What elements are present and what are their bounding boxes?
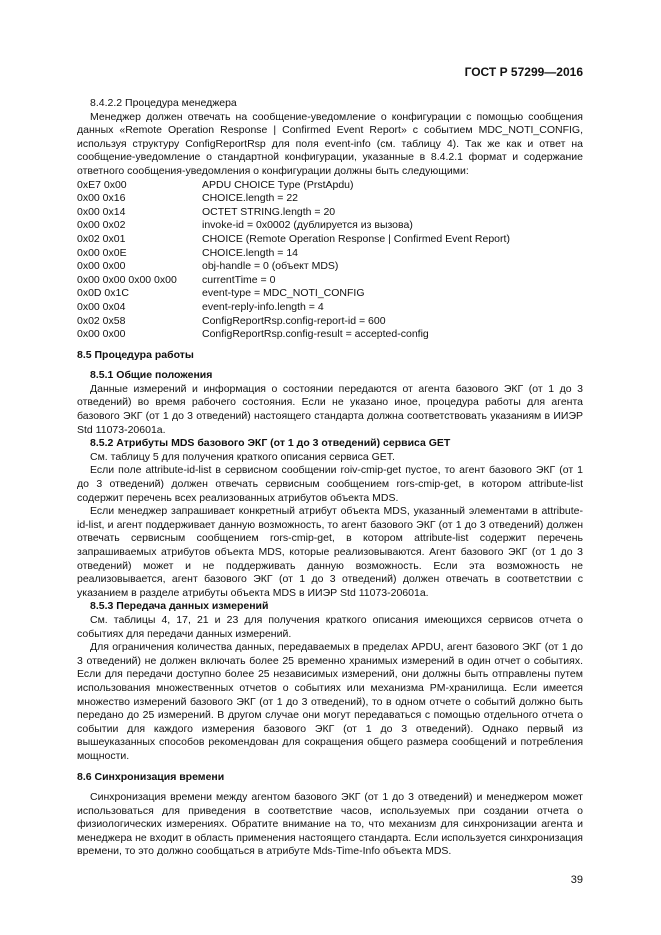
code-row xyxy=(77,315,583,329)
code-row xyxy=(77,179,583,193)
section-8-5-3-p1: См. таблицы 4, 17, 21 и 23 для получения краткого описания имеющихся сервисов отчета о событиях для передачи данных измерений. xyxy=(77,613,583,640)
code-row xyxy=(77,260,583,274)
section-8-5-2-p3: Если менеджер запрашивает конкретный атрибут объекта MDS, указанный элементами в attribute-id-list, и агент поддерживает данную возможность, то агент базового ЭКГ (от 1 до 3 отведений) должен отвечать сервисным сообщением rors-cmip-get, в котором attribute-list содержит перечень запрашиваемых атрибутов объекта MDS, которые реализовываются. Агент базового ЭКГ (от 1 до 3 отведений) может и не поддерживать данную возможность. Если эта возможность не реализовывается, агент базового ЭКГ (от 1 до 3 отведений) должен отвечать в соответствии с указанием в разделе атрибуты объекта MDS в ИИЭР Std 11073-20601а. xyxy=(77,505,583,599)
code-hex: 0x00 0x02 xyxy=(77,219,126,232)
section-8-4-2-2-title: 8.4.2.2 Процедура менеджера xyxy=(90,97,237,109)
code-description: obj-handle = 0 (объект MDS) xyxy=(202,260,339,273)
section-8-5-3-p2: Для ограничения количества данных, передаваемых в пределах APDU, агент базового ЭКГ (от 1 до 3 отведений) не должен включать более 25 временно хранимых измерений в один отчет о событиях. Если для передачи доступно более 25 независимых измерений, они должны быть отправлены путем использования множественных отчетов о событиях или механизма PM-хранилища. Если имеется множество измерений базового ЭКГ (от 1 до 3 отведений), то в одном отчете о событий должно быть передано до 25 измерений. В другом случае они могут передаваться с помощью отдельного отчета о событии для каждого измерения базового ЭКГ (от 1 до 3 отведений). Однако первый из вышеуказанных способов рекомендован для сокращения общего размера сообщений и потребления мощности. xyxy=(77,641,583,762)
code-hex: 0x02 0x58 xyxy=(77,314,126,327)
page-number: 39 xyxy=(570,874,583,886)
code-row xyxy=(77,287,583,301)
code-description: ConfigReportRsp.config-report-id = 600 xyxy=(202,314,386,327)
section-8-5-1-text: Данные измерений и информация о состоянии передаются от агента базового ЭКГ (от 1 до 3 отведений) во время рабочего состояния. Если не указано иное, процедура работы для агента базового ЭКГ (от 1 до 3 отведений) настоящего стандарта должна соответствовать указаниям в ИИЭР Std 11073-20601а. xyxy=(77,382,583,436)
code-description: event-reply-info.length = 4 xyxy=(202,300,324,313)
code-hex: 0x00 0x00 0x00 0x00 xyxy=(77,273,177,286)
section-8-6-text: Синхронизация времени между агентом базового ЭКГ (от 1 до 3 отведений) и менеджером может использоваться для приведения в соответствие часов, используемых при создании отчета о физиологических измерениях. Обратите внимание на то, что механизм для синхронизации агента и менеджера не входит в область применения настоящего стандарта. Если используется синхронизация времени, то это должно сообщаться в атрибуте Mds-Time-Info объекта MDS. xyxy=(77,791,583,858)
code-hex: 0x00 0x16 xyxy=(77,192,126,205)
code-row xyxy=(77,233,583,247)
section-8-6-title: 8.6 Синхронизация времени xyxy=(77,770,225,783)
code-description: CHOICE.length = 14 xyxy=(202,246,299,259)
section-8-5-title: 8.5 Процедура работы xyxy=(77,348,194,361)
section-8-5-2-title: 8.5.2 Атрибуты MDS базового ЭКГ (от 1 до 3 отведений) сервиса GET xyxy=(90,437,451,450)
code-row xyxy=(77,247,583,261)
code-description: APDU CHOICE Type (PrstApdu) xyxy=(202,178,354,191)
document-header: ГОСТ Р 57299—2016 xyxy=(464,65,583,79)
code-hex: 0x02 0x01 xyxy=(77,232,126,245)
section-8-5-2-p1: См. таблицу 5 для получения краткого описания сервиса GET. xyxy=(90,450,395,463)
code-description: CHOICE.length = 22 xyxy=(202,192,299,205)
code-hex: 0x00 0x14 xyxy=(77,205,126,218)
code-hex: 0x00 0x00 xyxy=(77,260,126,273)
code-hex: 0x00 0x0E xyxy=(77,246,127,259)
apdu-code-block xyxy=(77,179,583,342)
code-row xyxy=(77,328,583,342)
code-description: ConfigReportRsp.config-result = accepted-config xyxy=(202,328,429,341)
code-description: CHOICE (Remote Operation Response | Confirmed Event Report) xyxy=(202,232,510,245)
code-description: invoke-id = 0x0002 (дублируется из вызова) xyxy=(202,219,413,232)
code-hex: 0xE7 0x00 xyxy=(77,178,127,191)
code-hex: 0x00 0x00 xyxy=(77,328,126,341)
section-8-5-3-title: 8.5.3 Передача данных измерений xyxy=(90,600,269,613)
code-description: currentTime = 0 xyxy=(202,273,276,286)
code-hex: 0x00 0x04 xyxy=(77,300,126,313)
code-row xyxy=(77,206,583,220)
code-description: OCTET STRING.length = 20 xyxy=(202,205,336,218)
code-description: event-type = MDC_NOTI_CONFIG xyxy=(202,287,365,300)
code-row xyxy=(77,192,583,206)
page-content xyxy=(77,97,583,859)
section-8-5-1-title: 8.5.1 Общие положения xyxy=(90,369,213,382)
code-row xyxy=(77,274,583,288)
section-8-5-2-p2: Если поле attribute-id-list в сервисном сообщении roiv-cmip-get пустое, то агент базового ЭКГ (от 1 до 3 отведений) должен отвечать сервисным сообщением rors-cmip-get, в котором attribute-list содержит перечень всех реализованных атрибутов объекта MDS. xyxy=(77,464,583,504)
section-8-4-2-2-text: Менеджер должен отвечать на сообщение-уведомление о конфигурации с помощью сообщения данных «Remote Operation Response | Confirmed Event Report» с событием MDC_NOTI_CONFIG, используя структуру ConfigReportRsp для поля event-info (см. таблицу 4). Так же как и ответ на сообщение-уведомление о стандартной конфигурации, указанные в 8.4.2.1 формат и содержание ответного сообщения-уведомления о конфигурации должны быть следующими: xyxy=(77,110,583,177)
code-row xyxy=(77,301,583,315)
code-row xyxy=(77,219,583,233)
code-hex: 0x0D 0x1C xyxy=(77,287,129,300)
